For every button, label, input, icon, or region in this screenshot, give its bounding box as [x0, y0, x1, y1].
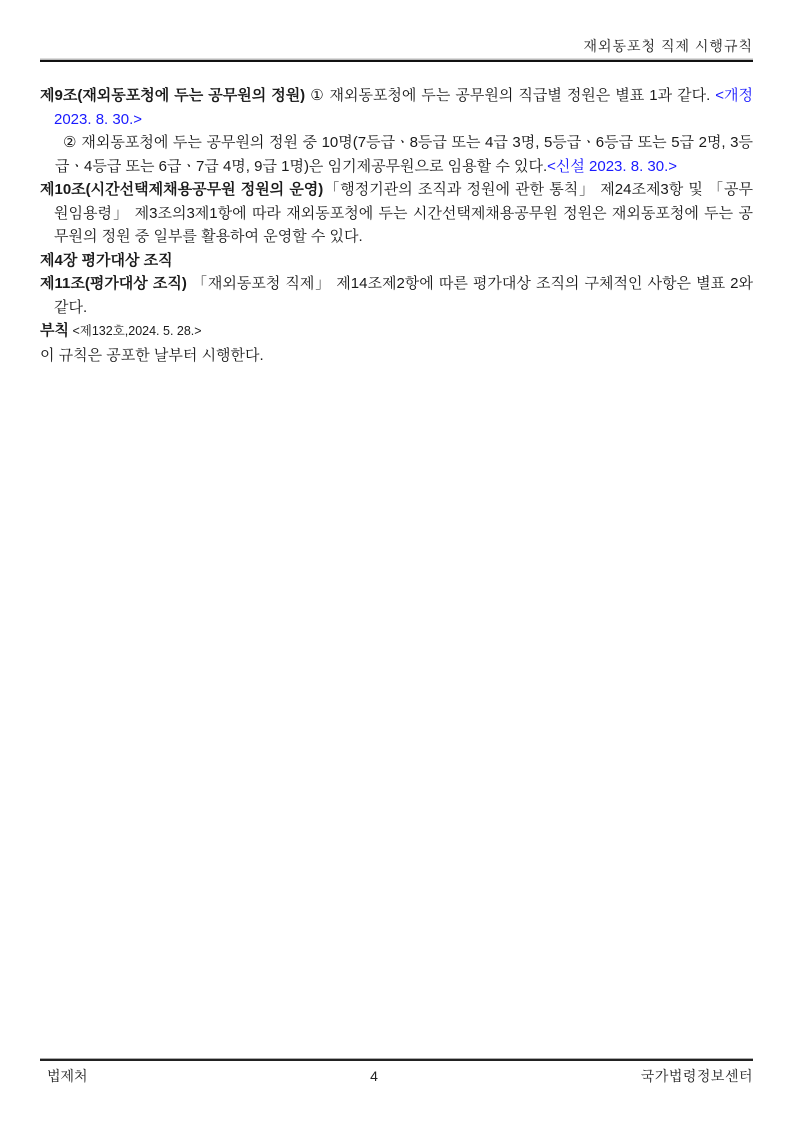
document-body	[40, 84, 753, 367]
article-9	[40, 84, 753, 131]
article-11	[40, 272, 753, 319]
article-11-title: 제11조(평가대상 조직)	[40, 275, 187, 292]
footer-source: 국가법령정보센터	[640, 1068, 753, 1084]
addendum-promulgation-note: <제132호,2024. 5. 28.>	[68, 324, 202, 338]
header-divider	[40, 60, 753, 62]
article-9-clause-2-text: ② 재외동포청에 두는 공무원의 정원 중 10명(7등급ㆍ8등급 또는 4급 3명, 5등급ㆍ6등급 또는 5급 2명, 3등급ㆍ4등급 또는 6급ㆍ7급 4명, 9급 1명)은 임기제공무원으로 임용할 수 있다.	[55, 134, 753, 175]
addendum-label: 부칙	[40, 322, 69, 339]
addendum-heading	[40, 319, 753, 344]
article-9-title: 제9조(재외동포청에 두는 공무원의 정원)	[40, 87, 306, 104]
document-title: 재외동포청 직제 시행규칙	[583, 38, 753, 54]
article-9-clause-1-amendment-note: <개정 2023. 8. 30.>	[54, 87, 754, 128]
page-footer	[40, 1067, 753, 1085]
article-9-clause-1-text: ① 재외동포청에 두는 공무원의 직급별 정원은 별표 1과 같다.	[305, 87, 716, 104]
footer-publisher: 법제처	[47, 1068, 88, 1084]
article-10-text: 「행정기관의 조직과 정원에 관한 통칙」 제24조제3항 및 「공무원임용령」 제3조의3제1항에 따라 재외동포청에 두는 시간선택제채용공무원 정원은 재외동포청에 두는 공무원의 정원 중 일부를 활용하여 운영할 수 있다.	[54, 181, 753, 245]
footer-divider	[40, 1059, 753, 1061]
footer-page-number: 4	[370, 1068, 378, 1084]
article-10	[40, 178, 753, 249]
article-11-text: 「재외동포청 직제」 제14조제2항에 따른 평가대상 조직의 구체적인 사항은 별표 2와 같다.	[54, 275, 753, 316]
article-9-clause-2-amendment-note: <신설 2023. 8. 30.>	[547, 157, 678, 175]
article-9-clause-2	[40, 131, 753, 178]
chapter-4-heading	[40, 249, 753, 273]
article-10-title: 제10조(시간선택제채용공무원 정원의 운영)	[40, 181, 324, 198]
addendum-body	[40, 344, 753, 368]
page-header	[40, 37, 753, 55]
addendum-body-text: 이 규칙은 공포한 날부터 시행한다.	[40, 346, 264, 364]
chapter-4-heading-text: 제4장 평가대상 조직	[40, 251, 173, 269]
